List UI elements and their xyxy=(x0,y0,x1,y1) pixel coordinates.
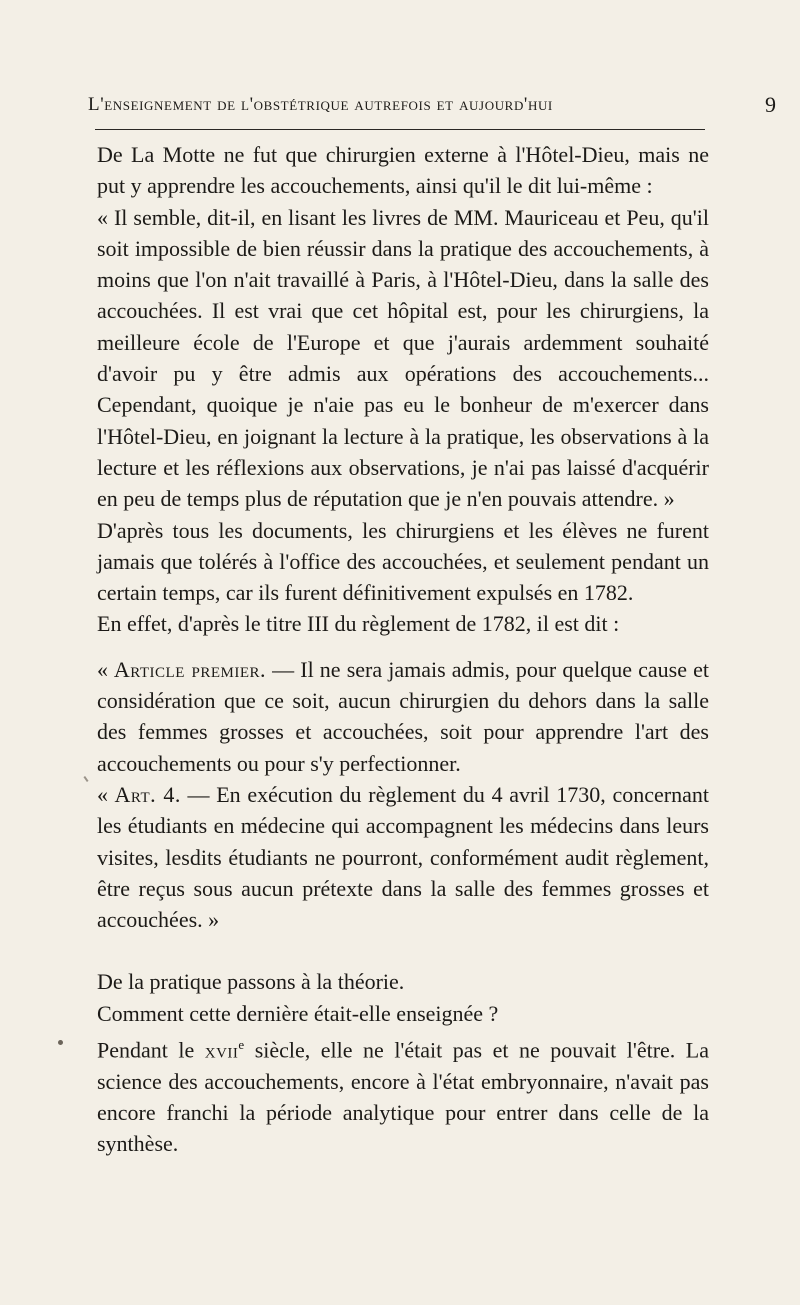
paragraph-question: Comment cette dernière était-elle enseignée ? xyxy=(97,1000,499,1026)
article-text: — En exécution du règlement du 4 avril 1730, concernant les étudiants en médecine qui accompagnent les médecins dans leurs visites, lesdits étudiants ne pourront, conformément audit règlement, être reçus sous aucun prétexte dans la salle des femmes grosses et accouchées. » xyxy=(97,781,709,933)
ink-speck xyxy=(83,776,88,782)
text-after-century: siècle, elle ne l'était pas et ne pouvait l'être. La science des accouchements, encore à l'état embryonnaire, n'avait pas encore franchi la période analytique pour entrer dans celle de la synthèse. xyxy=(97,1037,709,1157)
paragraph-documents: D'après tous les documents, les chirurgiens et les élèves ne furent jamais que tolérés à l'office des accouchées, et seulement pendant un certain temps, car ils furent définitivement expulsés en 1782. xyxy=(97,517,709,606)
paragraph-theorie: De la pratique passons à la théorie. xyxy=(97,969,405,995)
article-lead: « Article premier. xyxy=(97,656,267,682)
text-before-century: Pendant le xyxy=(97,1037,205,1063)
ink-speck xyxy=(58,1040,63,1045)
header-rule xyxy=(95,129,705,130)
page-header xyxy=(88,94,788,124)
paragraph-gap xyxy=(97,935,709,966)
paragraph-quote-de-la-motte: « Il semble, dit-il, en lisant les livres de MM. Mauriceau et Peu, qu'il soit impossible de bien réussir dans la pratique des accouchements, à moins que l'on n'ait travaillé à Paris, à l'Hôtel-Dieu, dans la salle des accouchées. Il est vrai que cet hôpital est, pour les chirurgiens, la meilleure école de l'Europe et que j'aurais ardemment souhaité d'avoir pu y être admis aux opérations des accouchements... Cependant, quoique je n'aie pas eu le bonheur de m'exercer dans l'Hôtel-Dieu, en joignant la lecture à la pratique, les observations à la lecture et les réflexions aux observations, je n'ai pas laissé d'acquérir en peu de temps plus de réputation que je n'en pouvais attendre. » xyxy=(97,204,709,512)
article-lead: « Art. 4. xyxy=(97,781,181,807)
century-superscript: e xyxy=(238,1037,245,1053)
article-text: — Il ne sera jamais admis, pour quelque cause et considération que ce soit, aucun chirurgien du dehors dans la salle des femmes grosses et accouchées, soit pour apprendre l'art des accouchements ou pour s'y perfectionner. xyxy=(97,656,709,776)
paragraph-gap xyxy=(97,640,709,654)
paragraph-reglement: En effet, d'après le titre III du règlement de 1782, il est dit : xyxy=(97,611,620,637)
paragraph-article-4 xyxy=(97,779,709,935)
running-head: L'enseignement de l'obstétrique autrefois et aujourd'hui xyxy=(88,94,553,115)
body-text xyxy=(97,139,709,1160)
century-numeral: xvii xyxy=(204,1037,239,1063)
paragraph-intro: De La Motte ne fut que chirurgien externe à l'Hôtel-Dieu, mais ne put y apprendre les accouchements, ainsi qu'il le dit lui-même : xyxy=(97,142,709,199)
page-number: 9 xyxy=(765,92,776,117)
paragraph-article-premier xyxy=(97,654,709,779)
paragraph-xviie-siecle xyxy=(97,1029,709,1160)
